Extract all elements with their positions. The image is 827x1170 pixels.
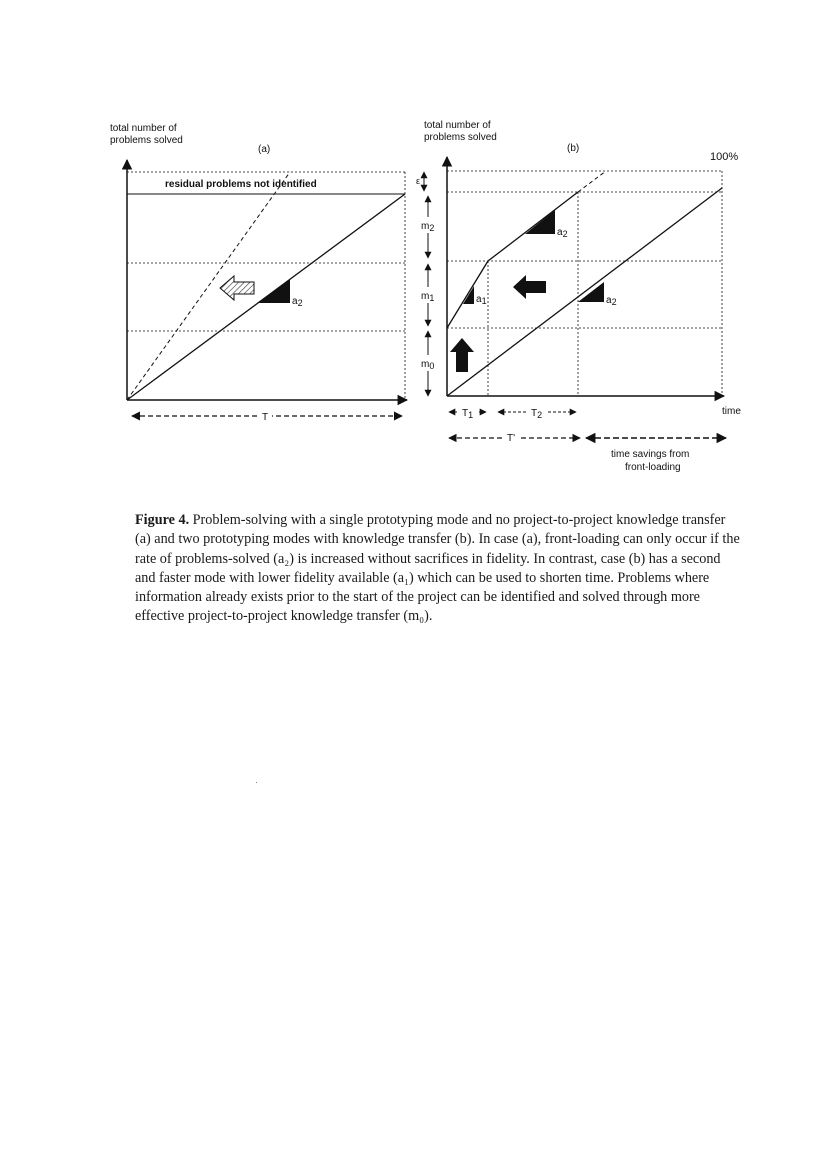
figure-caption bbox=[135, 511, 740, 627]
panel-b-a2-lower-label: a2 bbox=[606, 295, 617, 307]
a1-label: a1 bbox=[476, 294, 487, 306]
panel-b-left-arrow bbox=[513, 275, 546, 299]
t2-label: T2 bbox=[531, 408, 543, 420]
panel-b-a2-upper-label: a2 bbox=[557, 227, 568, 239]
residual-problems-label: residual problems not identified bbox=[165, 179, 317, 190]
panel-a-hatched-arrow bbox=[220, 276, 254, 300]
panel-a-ideal-line bbox=[127, 172, 290, 400]
scan-speck bbox=[256, 782, 257, 783]
m0-label: m0 bbox=[421, 359, 435, 371]
caption-text: Problem-solving with a single prototyping mode and no project-to-project knowledge transfer (a) and two prototyping modes with knowledge transfer (b). In case (a), front-loading can only occur if the rate of problems-solved (a₂) is increased without sacrifices in fidelity. In contrast, case (b) has a second and faster mode with lower fidelity available (a₁) which can be used to shorten time. Problems where information already exists prior to the start of the project can be identified and solved through more effective project-to-project knowledge transfer (m₀). bbox=[135, 512, 740, 625]
m1-label: m1 bbox=[421, 291, 435, 303]
panel-b-up-arrow bbox=[450, 338, 474, 372]
m2-label: m2 bbox=[421, 221, 435, 233]
panel-b-baseline-line bbox=[447, 188, 722, 396]
hundred-percent-label: 100% bbox=[710, 151, 739, 163]
panel-a bbox=[110, 123, 407, 423]
panel-b-a2-upper-triangle bbox=[525, 210, 555, 234]
savings-label-1: time savings from bbox=[611, 449, 690, 460]
panel-b bbox=[416, 120, 741, 473]
panel-a-t-label: T bbox=[262, 412, 269, 423]
panel-b-frontloaded-line bbox=[447, 192, 578, 328]
time-axis-label: time bbox=[722, 406, 741, 417]
panel-b-label: (b) bbox=[567, 143, 580, 154]
panel-a-a2-label: a2 bbox=[292, 296, 303, 308]
t1-label: T1 bbox=[462, 408, 474, 420]
savings-label-2: front-loading bbox=[625, 462, 681, 473]
panel-b-y-label-1: total number of bbox=[424, 120, 491, 131]
t-prime-label: T' bbox=[507, 433, 516, 444]
panel-b-y-label-2: problems solved bbox=[424, 132, 497, 143]
panel-b-a2-lower-triangle bbox=[578, 282, 604, 302]
figure-4-diagram bbox=[0, 0, 827, 500]
figure-label: Figure 4. bbox=[135, 512, 190, 528]
panel-b-a1-triangle bbox=[463, 286, 474, 304]
panel-a-y-label-1: total number of bbox=[110, 123, 177, 134]
panel-a-label: (a) bbox=[258, 144, 271, 155]
panel-a-y-label-2: problems solved bbox=[110, 135, 183, 146]
epsilon-label: ε bbox=[416, 176, 421, 186]
